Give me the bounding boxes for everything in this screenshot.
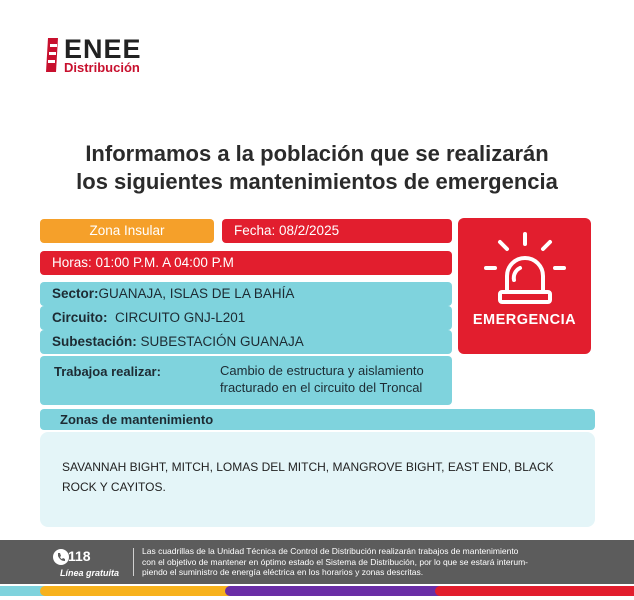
zonas-list [40, 432, 595, 527]
subestacion-label: Subestación: [52, 334, 137, 349]
trabajo-line-2: fracturado en el circuito del Troncal [220, 380, 423, 395]
headline-line-1: Informamos a la población que se realizarán [85, 141, 549, 166]
headline-line-2: los siguientes mantenimientos de emergencia [76, 169, 558, 194]
subestacion-value: SUBESTACIÓN GUANAJA [140, 334, 304, 349]
hotline-label: Línea gratuita [60, 568, 120, 578]
zonas-line-1: SAVANNAH BIGHT, MITCH, LOMAS DEL MITCH, MANGROVE BIGHT, EAST END, BLACK [62, 460, 554, 474]
enee-logo [46, 36, 186, 76]
trabajo-value [220, 362, 450, 396]
page-headline [0, 140, 634, 196]
trabajo-line-1: Cambio de estructura y aislamiento [220, 363, 424, 378]
footer-line-3: piendo el suministro de energía eléctrica en los horarios y zonas descritas. [142, 567, 424, 577]
trabajo-row [40, 356, 452, 405]
logo-distribucion-text: Distribución [64, 60, 140, 75]
bar-yellow [40, 586, 240, 596]
siren-icon [480, 228, 570, 314]
footer-text [142, 546, 602, 578]
zona-badge: Zona Insular [40, 219, 214, 243]
subestacion-row [40, 330, 452, 354]
circuito-label: Circuito: [52, 310, 108, 325]
zonas-title: Zonas de mantenimiento [40, 409, 595, 430]
bar-red [435, 586, 634, 596]
logo-enee-text: ENEE [64, 34, 142, 64]
zonas-line-2: ROCK Y CAYITOS. [62, 480, 166, 494]
footer [0, 540, 634, 584]
emergency-card [458, 218, 591, 354]
color-bars [0, 584, 634, 600]
sector-row [40, 282, 452, 306]
circuito-row [40, 306, 452, 330]
horas-badge: Horas: 01:00 P.M. A 04:00 P.M [40, 251, 452, 275]
sector-value: GUANAJA, ISLAS DE LA BAHÍA [98, 286, 295, 301]
trabajo-label: Trabajoa realizar: [54, 364, 161, 379]
footer-divider [133, 548, 134, 576]
sector-label: Sector: [52, 286, 99, 301]
enee-logo-mark-icon [46, 38, 60, 72]
hotline-number: 118 [68, 548, 91, 564]
footer-line-1: Las cuadrillas de la Unidad Técnica de Control de Distribución realizarán trabajos de mantenimiento [142, 546, 519, 556]
emergency-label: EMERGENCIA [472, 312, 577, 328]
circuito-value: CIRCUITO GNJ-L201 [115, 310, 246, 325]
fecha-badge: Fecha: 08/2/2025 [222, 219, 452, 243]
bar-purple [225, 586, 450, 596]
footer-line-2: con el objetivo de mantener en óptimo estado el Sistema de Distribución, por lo que se estará interum- [142, 556, 529, 567]
